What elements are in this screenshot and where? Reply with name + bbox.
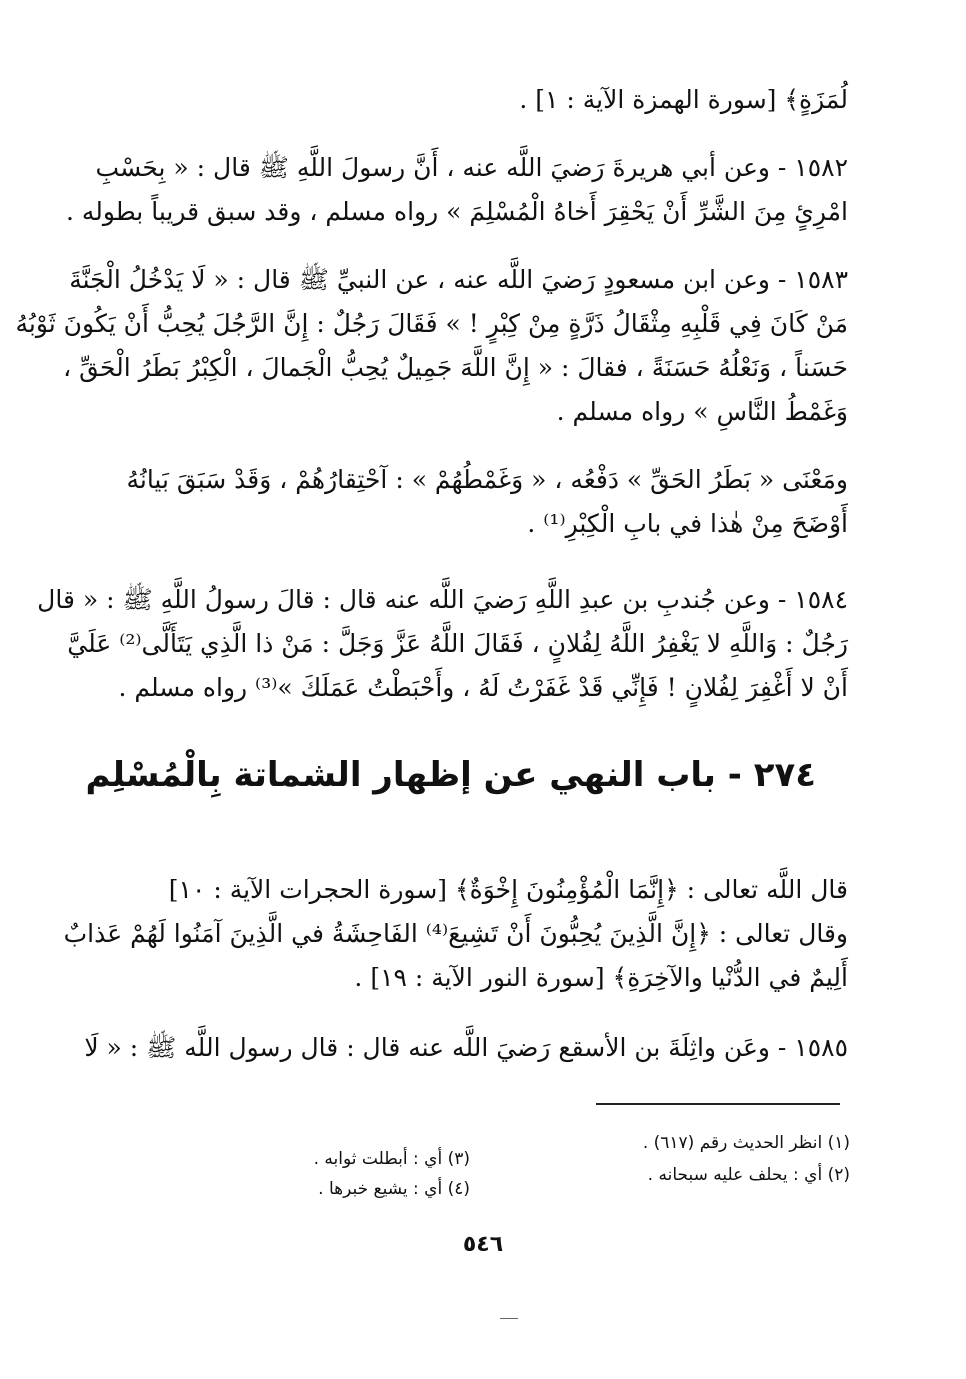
text-line: امْرِئٍ مِنَ الشَّرِّ أَنْ يَحْقِرَ أَخاهُ الْمُسْلِمَ » رواه مسلم ، وقد سبق قريباً بطوله . [65,197,848,226]
text-line: حَسَناً ، وَنَعْلُهُ حَسَنَةً ، فقالَ : « إِنَّ اللَّهَ جَمِيلٌ يُحِبُّ الْجَمالَ ، الْكِبْرُ بَطَرُ الْحَقِّ ، [63,353,848,382]
text-line: ١٥٨٣ - وعن ابن مسعودٍ رَضيَ اللَّه عنه ، عن النبيِّ ﷺ قال : « لَا يَدْخُلُ الْجَنَّةَ [69,265,848,294]
hadith-1583 [15,258,848,434]
text-line: ومَعْنَى « بَطَرُ الحَقِّ » دَفْعُه ، « وَغَمْطُهُمْ » : آحْتِقارُهُمْ ، وَقَدْ سَبَقَ بَيانُهُ [126,465,848,494]
text-line: ١٥٨٤ - وعن جُندبِ بن عبدِ اللَّهِ رَضيَ اللَّه عنه قال : قالَ رسولُ اللَّهِ ﷺ : « قال [37,585,848,614]
text-line: قال اللَّه تعالى : ﴿إِنَّمَا الْمُؤْمِنُونَ إِخْوَةٌ﴾ [سورة الحجرات الآية : ١٠] [168,875,848,904]
footnote-divider [596,1103,840,1105]
text-line: وقال تعالى : ﴿إِنَّ الَّذِينَ يُحِبُّونَ أَنْ تَشِيعَ⁽⁴⁾ الفَاحِشَةُ في الَّذِينَ آمَنُوا لَهُمْ عَذابٌ [63,919,848,948]
footnote-3: (٣) أي : أبطلت ثوابه . [313,1149,470,1169]
page-number: ٥٤٦ [462,1232,504,1257]
intro-verse-ending [78,78,848,122]
text-line: أَلِيمٌ في الدُّنْيا والآخِرَةِ﴾ [سورة النور الآية : ١٩] . [354,963,848,992]
text-line: ١٥٨٢ - وعن أبي هريرةَ رَضيَ اللَّه عنه ، أَنَّ رسولَ اللَّهِ ﷺ قال : « بِحَسْبِ [95,153,848,182]
text-line: لُمَزَةٍ﴾ [سورة الهمزة الآية : ١] . [519,85,848,114]
quran-verses [63,868,848,1000]
footnote-1: (١) انظر الحديث رقم (٦١٧) . [642,1133,850,1153]
hadith-1585 [78,1026,848,1070]
chapter-heading: ٢٧٤ - باب النهي عن إظهار الشماتة بِالْمُسْلِم [85,755,816,795]
footnote-2: (٢) أي : يحلف عليه سبحانه . [647,1165,850,1185]
hadith-1582 [65,146,848,234]
scan-mark [500,1318,518,1319]
text-line: مَنْ كَانَ فِي قَلْبِهِ مِثْقَالُ ذَرَّةٍ مِنْ كِبْرٍ ! » فَقَالَ رَجُلٌ : إِنَّ الرَّجُلَ يُحِبُّ أَنْ يَكُونَ ثَوْبُهُ [15,309,848,338]
text-line: أَوْضَحَ مِنْ هٰذا في بابِ الْكِبْرِ⁽¹⁾ . [527,509,848,538]
text-line: ١٥٨٥ - وعَن واثِلَةَ بن الأسقع رَضيَ اللَّه عنه قال : قال رسول اللَّه ﷺ : « لَا [84,1033,848,1062]
commentary-1583 [78,458,848,546]
footnote-4: (٤) أي : يشيع خبرها . [318,1179,470,1199]
text-line: أَنْ لا أَغْفِرَ لِفُلانٍ ! فَإِنِّي قَدْ غَفَرْتُ لَهُ ، وأَحْبَطْتُ عَمَلَكَ »⁽³⁾ رواه مسلم . [118,673,848,702]
text-line: رَجُلٌ : وَاللَّهِ لا يَغْفِرُ اللَّهُ لِفُلانٍ ، فَقَالَ اللَّهُ عَزَّ وَجَلَّ : مَنْ ذا الَّذِي يَتَأَلَّى⁽²⁾ عَلَيَّ [67,629,848,658]
text-line: وَغَمْطُ النَّاسِ » رواه مسلم . [556,397,848,426]
hadith-1584 [37,578,848,710]
